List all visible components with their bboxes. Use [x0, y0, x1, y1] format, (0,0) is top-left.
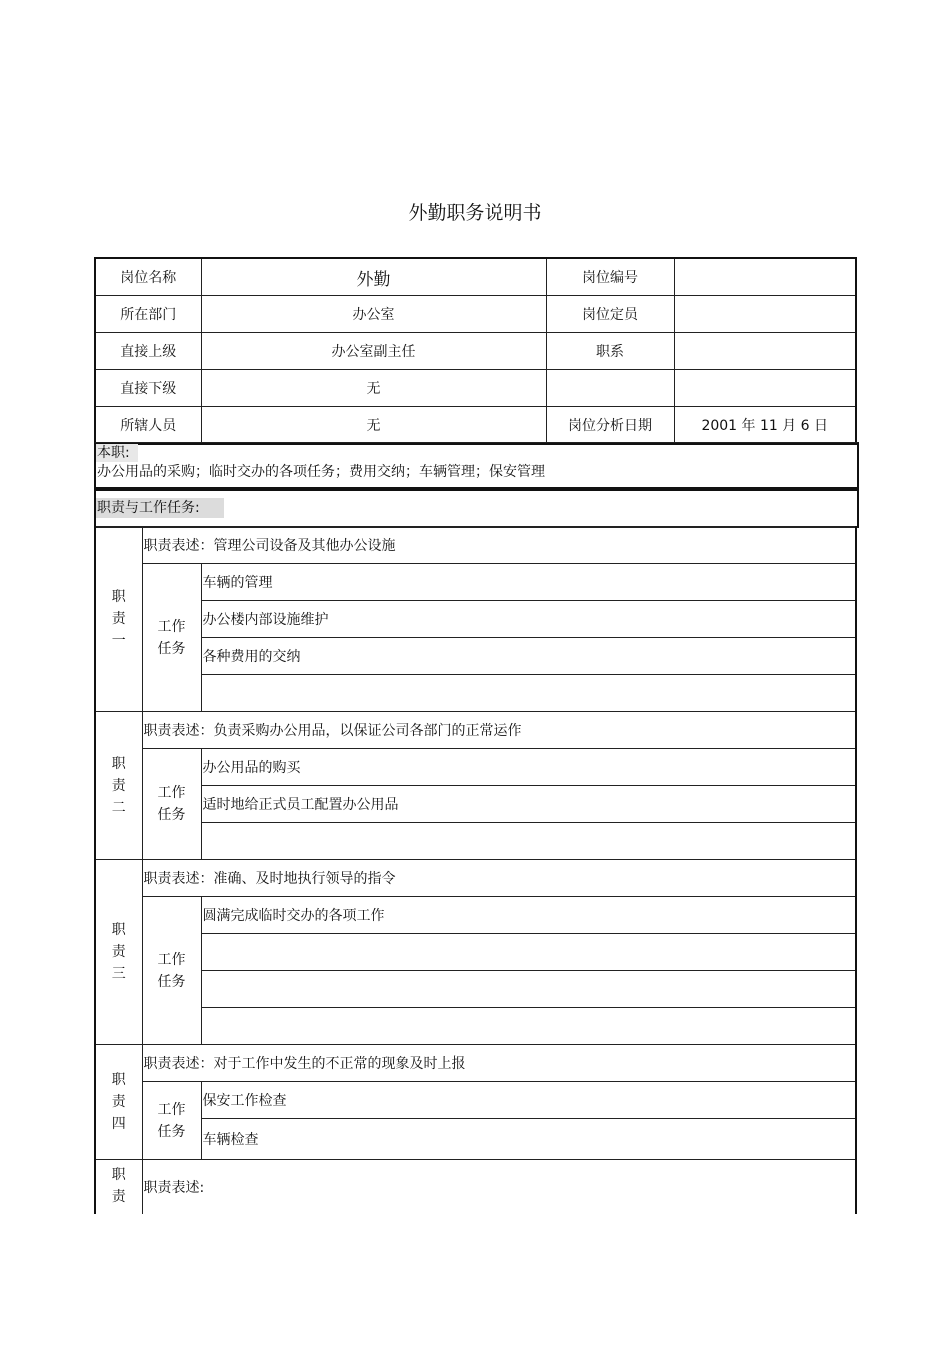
job-info-table — [94, 257, 857, 445]
duties-table — [94, 526, 857, 1214]
label-cell: 所辖人员 — [95, 407, 201, 445]
task-item — [201, 675, 856, 712]
label-cell: 岗位名称 — [95, 258, 201, 296]
job-summary — [94, 442, 859, 489]
table-row — [95, 527, 856, 564]
label-cell: 直接上级 — [95, 333, 201, 370]
table-row — [95, 934, 856, 971]
work-task-label: 工作 任务 — [142, 897, 201, 1045]
label-cell: 岗位分析日期 — [546, 407, 674, 445]
department-value: 办公室 — [201, 296, 546, 333]
duty-number-cell: 职 责 一 — [95, 527, 142, 712]
duty-statement: 职责表述: — [142, 1160, 856, 1215]
duty-number-cell: 职 责 四 — [95, 1045, 142, 1160]
table-row — [95, 601, 856, 638]
summary-text: 办公用品的采购；临时交办的各项任务；费用交纳；车辆管理；保安管理 — [97, 464, 545, 480]
responsibilities-label: 职责与工作任务: — [96, 498, 224, 518]
table-row — [95, 333, 856, 370]
duty-statement: 职责表述：管理公司设备及其他办公设施 — [142, 527, 856, 564]
task-item: 车辆的管理 — [201, 564, 856, 601]
label-cell: 职系 — [546, 333, 674, 370]
staff-value: 无 — [201, 407, 546, 445]
table-row — [95, 1119, 856, 1160]
table-row — [95, 1045, 856, 1082]
table-row — [95, 1160, 856, 1215]
table-row — [95, 1008, 856, 1045]
label-cell: 所在部门 — [95, 296, 201, 333]
label-cell — [546, 370, 674, 407]
task-item — [201, 971, 856, 1008]
analysis-date-value: 2001 年 11 月 6 日 — [674, 407, 856, 445]
position-name-value: 外勤 — [201, 258, 546, 296]
task-item: 办公楼内部设施维护 — [201, 601, 856, 638]
table-row — [95, 370, 856, 407]
work-task-label: 工作 任务 — [142, 749, 201, 860]
supervisor-value: 办公室副主任 — [201, 333, 546, 370]
position-code-value — [674, 258, 856, 296]
table-row — [95, 1082, 856, 1119]
summary-label: 本职: — [96, 444, 138, 462]
work-task-label: 工作 任务 — [142, 564, 201, 712]
table-row — [95, 675, 856, 712]
label-cell: 直接下级 — [95, 370, 201, 407]
headcount-value — [674, 296, 856, 333]
work-task-label: 工作 任务 — [142, 1082, 201, 1160]
task-item: 各种费用的交纳 — [201, 638, 856, 675]
job-family-value — [674, 333, 856, 370]
subordinate-value: 无 — [201, 370, 546, 407]
duty-statement: 职责表述：准确、及时地执行领导的指令 — [142, 860, 856, 897]
duty-statement: 职责表述：负责采购办公用品，以保证公司各部门的正常运作 — [142, 712, 856, 749]
empty-value — [674, 370, 856, 407]
table-row — [95, 786, 856, 823]
task-item — [201, 934, 856, 971]
task-item: 圆满完成临时交办的各项工作 — [201, 897, 856, 934]
table-row — [95, 897, 856, 934]
table-row — [95, 712, 856, 749]
table-row — [95, 638, 856, 675]
task-item — [201, 823, 856, 860]
task-item: 保安工作检查 — [201, 1082, 856, 1119]
table-row — [95, 971, 856, 1008]
label-cell: 岗位定员 — [546, 296, 674, 333]
task-item — [201, 1008, 856, 1045]
table-row — [95, 823, 856, 860]
table-row — [95, 564, 856, 601]
table-row — [95, 258, 856, 296]
task-item: 适时地给正式员工配置办公用品 — [201, 786, 856, 823]
duty-statement: 职责表述：对于工作中发生的不正常的现象及时上报 — [142, 1045, 856, 1082]
task-item: 车辆检查 — [201, 1119, 856, 1160]
task-item: 办公用品的购买 — [201, 749, 856, 786]
duty-number-cell: 职 责 三 — [95, 860, 142, 1045]
table-row — [95, 749, 856, 786]
table-row — [95, 296, 856, 333]
duty-number-cell: 职 责 二 — [95, 712, 142, 860]
responsibilities-header — [94, 489, 859, 528]
page-title: 外勤职务说明书 — [408, 202, 542, 224]
table-row — [95, 860, 856, 897]
label-cell: 岗位编号 — [546, 258, 674, 296]
table-row — [95, 407, 856, 445]
duty-number-cell: 职 责 — [95, 1160, 142, 1215]
